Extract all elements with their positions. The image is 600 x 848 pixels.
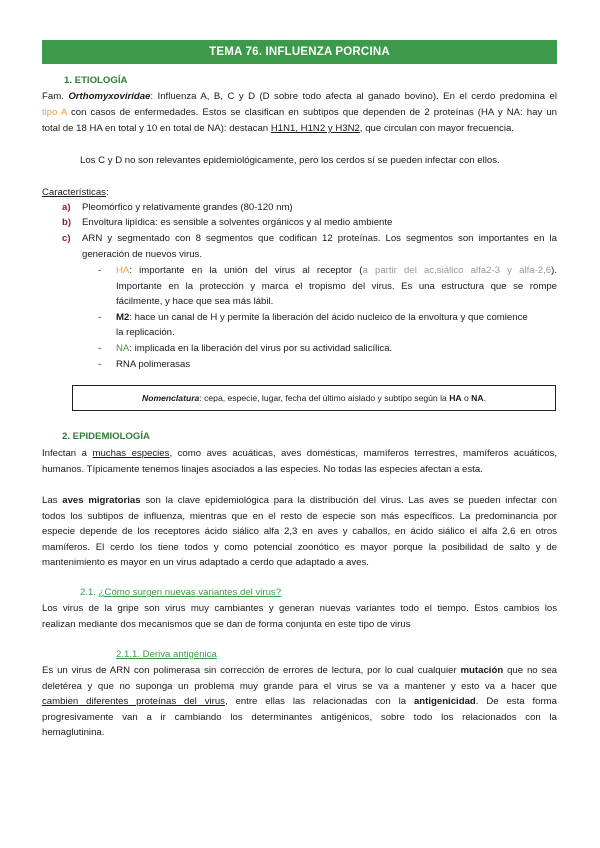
paragraph-line: Las aves migratorias son la clave epidemiológica para la distribución del virus. Las aves se pueden infectar con: [42, 495, 557, 506]
characteristics-heading: Características:: [42, 187, 109, 198]
paragraph-line: todos los subtipos de influenza, mientras que en el resto de especie son más específicos. La predominancia por: [42, 511, 557, 522]
sub-item-rna: RNA polimerasas: [116, 359, 191, 370]
tipo-a-highlight: tipo A: [42, 107, 67, 118]
paragraph-line: tipo A con casos de enfermedades. Estos se clasifican en subtipos que dependen de 2 proteínas (HA y NA: hay un: [42, 107, 558, 118]
paragraph-line: Los virus de la gripe son virus muy cambiantes y generan nuevas variantes todo el tiempo. Estos cambios los: [42, 603, 557, 614]
paragraph-line: total de 18 HA en total y 10 en total de NA): destacan H1N1, H1N2 y H3N2, que circulan con mayor frecuencia.: [42, 123, 514, 134]
subsection-heading-2-1-1: 2.1.1. Deriva antigénica: [116, 649, 217, 660]
paragraph-cd: Los C y D no son relevantes epidemiológicamente, pero los cerdos sí se pueden infectar con ellos.: [80, 155, 500, 166]
subtypes-underlined: H1N1, H1N2 y H3N2: [270, 123, 360, 134]
sub-item-ha: HA: importante en la unión del virus al receptor (a partir del ac.siálico alfa2-3 y alfa-2,6).: [116, 265, 558, 276]
family-name: Orthomyxoviridae: [68, 91, 151, 102]
paragraph-line: hemaglutinina.: [42, 727, 105, 738]
list-item-continuation: generación de nuevos virus.: [82, 249, 202, 260]
dash: -: [98, 312, 102, 323]
paragraph-line: mantenimiento es mayor en un virus adaptado a cerdo que adaptado a aves.: [42, 557, 369, 568]
sub-item-continuation: fácilmente, y hace que sea más lábil.: [116, 296, 274, 307]
section-heading-epidemiologia: 2. EPIDEMIOLOGÍA: [62, 431, 150, 442]
dash: -: [98, 265, 102, 276]
paragraph-line: progresivamente van a ir cambiando los determinantes antigénicos, sobre todo los relacionados con la: [42, 712, 557, 723]
paragraph-line: Es un virus de ARN con polimerasa sin corrección de errores de lectura, por lo cual cualquier mutación que no sea: [42, 665, 557, 676]
dash: -: [98, 359, 102, 370]
dash: -: [98, 343, 102, 354]
paragraph-line: cambien diferentes proteínas del virus, entre ellas las relacionadas con la antigenicidad. De esta forma: [42, 696, 557, 707]
paragraph-line: Fam. Orthomyxoviridae: Influenza A, B, C y D (D sobre todo afecta al ganado bovino). En el cerdo predomina el: [42, 91, 557, 102]
page-title: TEMA 76. INFLUENZA PORCINA: [42, 40, 557, 64]
paragraph-line: especie depende de los receptores ácido siálico alfa 2,3 en aves y caballos, en ácido siálico el alfa 2,6 en otros: [42, 526, 557, 537]
subsection-heading-2-1: 2.1. ¿Cómo surgen nuevas variantes del virus?: [80, 587, 282, 598]
section-heading-etiologia: 1. ETIOLOGÍA: [64, 75, 128, 86]
paragraph-line: deletérea y que no suponga un problema muy grande para el virus se va a mantener y esto va a hacer que: [42, 681, 557, 692]
sub-item-na: NA: implicada en la liberación del virus por su actividad salicílica.: [116, 343, 393, 354]
sub-item-continuation: Importante en la protección y marca el tropismo del virus. Es una estructura que se rompe: [116, 281, 557, 292]
paragraph-line: Infectan a muchas especies, como aves acuáticas, aves domésticas, mamíferos terrestres, mamíferos acuáticos,: [42, 448, 558, 459]
nomenclature-box: Nomenclatura: cepa, especie, lugar, fecha del último aislado y subtipo según la HA o NA.: [72, 385, 556, 411]
sub-item-continuation: la replicación.: [116, 327, 175, 338]
paragraph-line: mamíferos. El cerdo los tiene todos y como potencial zoonótico es mayor porque la posibilidad de salto y de: [42, 542, 557, 553]
paragraph-line: realizan mediante dos mecanismos que se dan de forma conjunta en este tipo de virus: [42, 619, 411, 630]
sub-item-m2: M2: hace un canal de H y permite la liberación del ácido nucleico de la envoltura y que comience: [116, 312, 528, 323]
paragraph-line: humanos. Típicamente tenemos linajes asociados a las especies. No todas las especies afectan a esta.: [42, 464, 483, 475]
